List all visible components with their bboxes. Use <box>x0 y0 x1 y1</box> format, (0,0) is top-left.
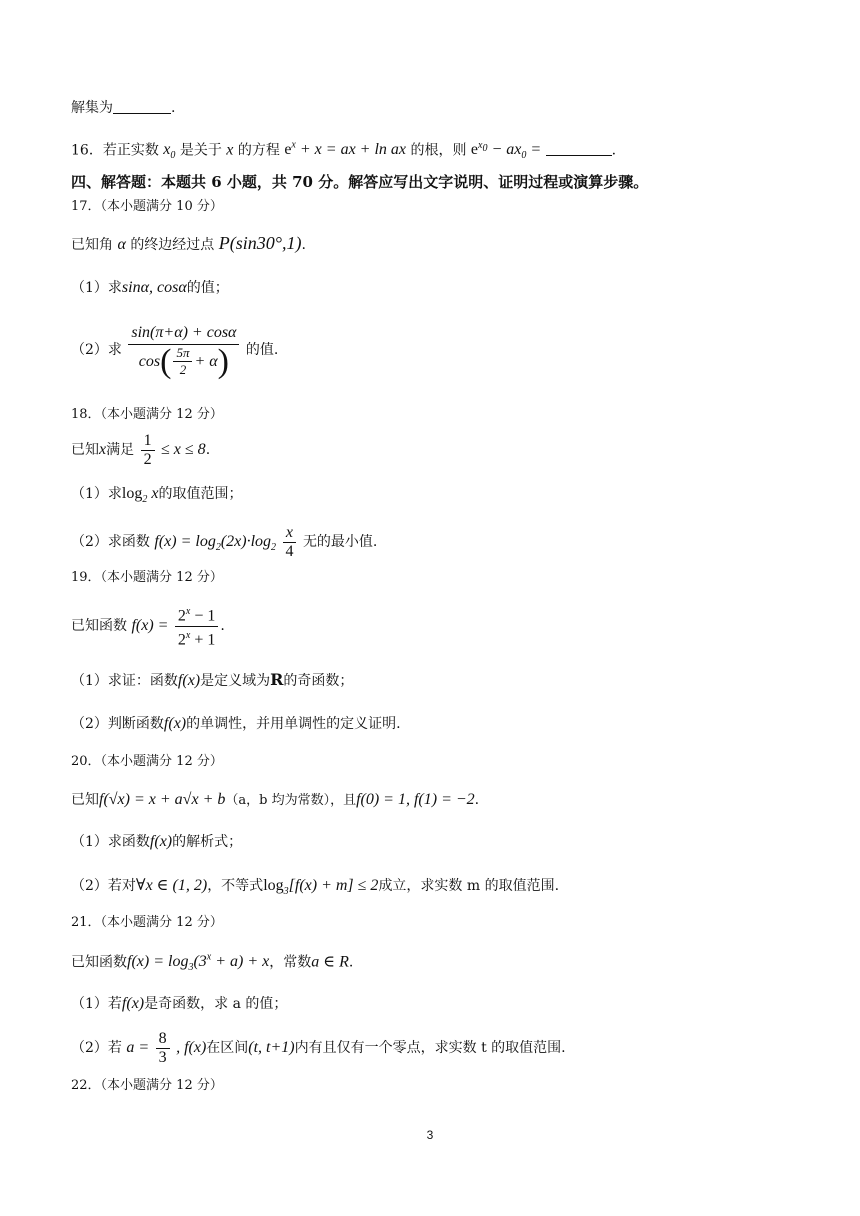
q21-stem: 已知函数$f(x) = \log_3(3^x + a) + x$，常数a ∈ R. <box>71 952 354 974</box>
q19-part1: （1）求证：函数f(x)是定义域为R的奇函数； <box>71 670 354 689</box>
q16-end: . <box>611 142 617 159</box>
alpha-symbol: α <box>117 236 126 253</box>
q17-fraction: sin(π+α) + cosα cos ( $\frac{5\pi}{2}$ + α ) <box>128 322 239 379</box>
q20-part1: （1）求函数f(x)的解析式； <box>71 833 243 850</box>
q18-part2: （2）求函数 $f(x) = \log_2(2x)\cdot\log_2$ $\frac{x}{4}$ 无的最小值. <box>71 523 378 560</box>
q19-part2: （2）判断函数f(x)的单调性，并用单调性的定义证明. <box>71 715 401 732</box>
q20-stem: 已知f(√x) = x + a√x + b（a，b 均为常数），且f(0) = 1, f(1) = −2. <box>71 791 480 808</box>
q16-expression: $e^{x_0} - ax_0$ = <box>470 140 542 162</box>
q16-x0: $x_0$ <box>163 141 176 162</box>
q16 <box>71 136 616 167</box>
section-4-title: 四、解答题：本题共 6 小题，共 70 分。解答应写出文字说明、证明过程或演算步骤。 <box>71 173 649 191</box>
q15-end: . <box>171 100 176 116</box>
q20-header: 20．（本小题满分 12 分） <box>71 754 223 769</box>
answer-blank <box>113 99 171 114</box>
q18-stem: 已知x满足 $\frac{1}{2}$ ≤ x ≤ 8. <box>71 431 211 468</box>
q15-tail <box>71 98 175 118</box>
q21-part2: （2）若 a = $\frac{8}{3}$ , f(x)在区间(t, t+1)内有且仅有一个零点，求实数 t 的取值范围. <box>71 1029 566 1066</box>
q19-stem: 已知函数 f(x) = $\frac{2^x - 1}{2^x + 1}$ . <box>71 600 225 652</box>
q18-part1: （1）求$\log_2 x$的取值范围； <box>71 485 243 506</box>
q15-text: 解集为 <box>71 100 113 116</box>
q17-part1: （1）求sinα, cosα的值； <box>71 279 229 296</box>
q20-part2: （2）若对∀x ∈ (1, 2)，不等式$\log_3[f(x) + m] \le 2$成立，求实数 m 的取值范围. <box>71 877 560 898</box>
q17-header: 17．（本小题满分 10 分） <box>71 199 223 214</box>
q16-x: x <box>226 141 234 159</box>
q17-part2: （2）求 sin(π+α) + cosα cos ( $\frac{5\pi}{2}$ + α ) 的值. <box>71 323 279 380</box>
page-number: 3 <box>426 1128 434 1142</box>
q21-part1: （1）若f(x)是奇函数，求 a 的值； <box>71 995 288 1012</box>
q16-text: 的方程 <box>237 142 280 159</box>
q16-text: 是关于 <box>179 142 222 159</box>
point-p: P(sin30°,1) <box>218 233 302 253</box>
q19-header: 19．（本小题满分 12 分） <box>71 570 223 585</box>
q18-header: 18．（本小题满分 12 分） <box>71 407 223 422</box>
q22-header: 22．（本小题满分 12 分） <box>71 1078 223 1093</box>
q16-text: 的根，则 <box>410 142 467 159</box>
q16-equation: $e^x + x$ = ax + ln ax <box>284 140 407 159</box>
answer-blank <box>546 141 612 156</box>
q21-header: 21．（本小题满分 12 分） <box>71 915 223 930</box>
q17-stem: 已知角 α 的终边经过点 P(sin30°,1). <box>71 233 306 253</box>
q16-number: 16． <box>71 142 103 159</box>
q16-text: 若正实数 <box>102 142 159 159</box>
